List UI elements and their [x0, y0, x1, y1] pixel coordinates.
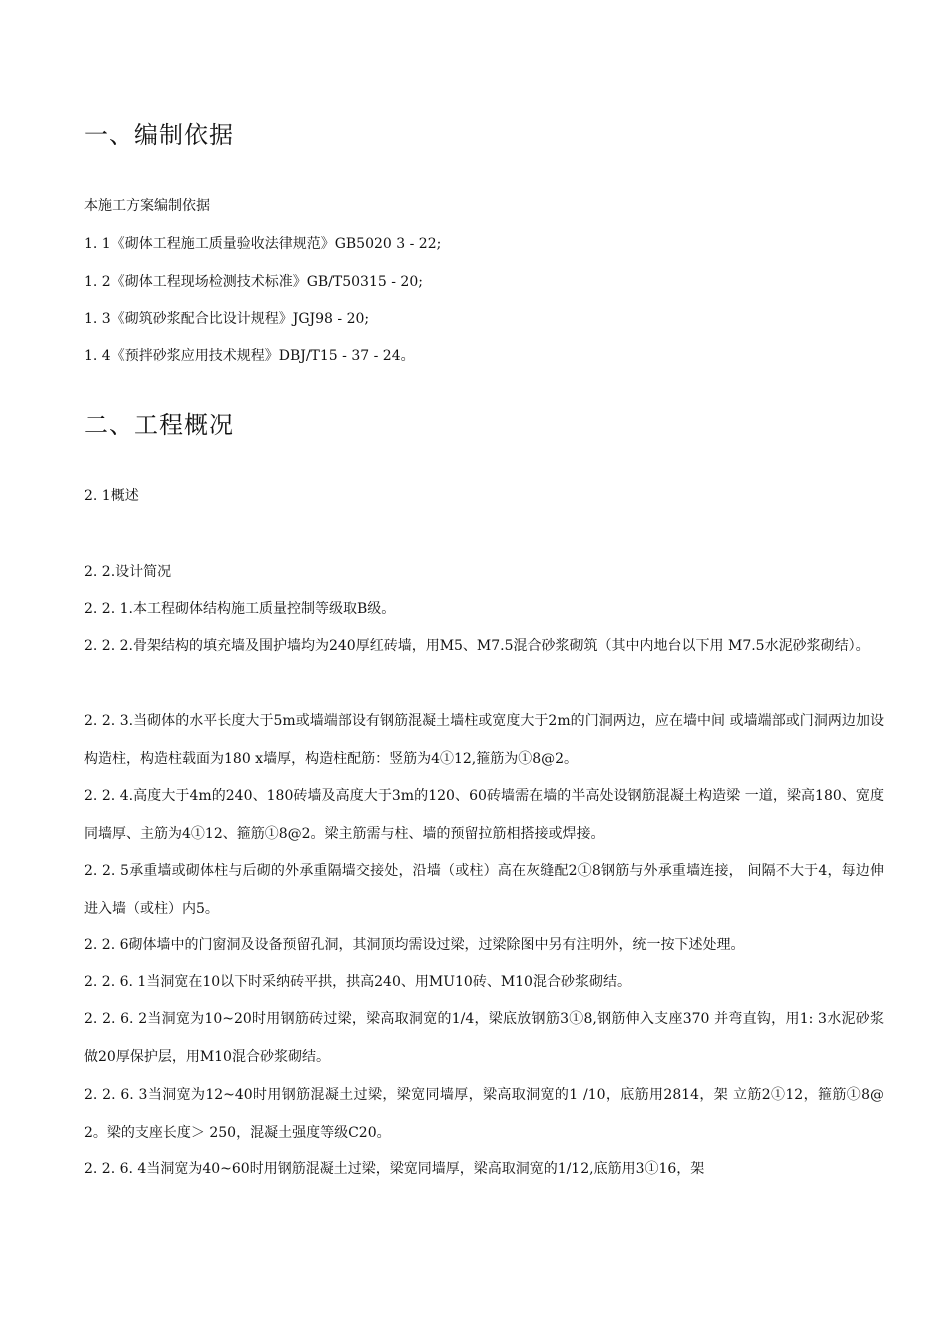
- overview-heading: 2. 1概述: [84, 488, 139, 504]
- section-1-intro: 本施工方案编制依据: [84, 198, 210, 214]
- paragraph-2-2-6: 2. 2. 6砌体墙中的门窗洞及设备预留孔洞，其洞顶均需设过梁，过梁除图中另有注明外，统一按下述处理。: [84, 937, 745, 953]
- reference-item-2: 1. 2《砌体工程现场检测技术标准》GB/T50315 - 20;: [84, 274, 423, 290]
- paragraph-2-2-3: 2. 2. 3.当砌体的水平长度大于5m或墙端部设有钢筋混凝土墙柱或宽度大于2m的门洞两边，应在墙中间 或墙端部或门洞两边加设构造柱，构造柱载面为180 x墙厚，构造柱配筋：竖筋为4①12,箍筋为①8@2。: [84, 713, 884, 767]
- section-2-title: 二、工程概况: [84, 411, 234, 439]
- paragraph-2-2-5: 2. 2. 5承重墙或砌体柱与后砌的外承重隔墙交接处，沿墙（或柱）高在灰缝配2①8钢筋与外承重墙连接， 间隔不大于4，每边伸进入墙（或柱）内5。: [84, 863, 884, 917]
- paragraph-2-2-1: 2. 2. 1.本工程砌体结构施工质量控制等级取B级。: [84, 601, 396, 617]
- design-summary-heading: 2. 2.设计简况: [84, 564, 172, 580]
- reference-item-1: 1. 1《砌体工程施工质量验收法律规范》GB5020 3 - 22;: [84, 236, 442, 252]
- reference-item-4: 1. 4《预拌砂浆应用技术规程》DBJ/T15 - 37 - 24。: [84, 348, 415, 364]
- paragraph-2-2-6-4: 2. 2. 6. 4当洞宽为40~60时用钢筋混凝土过梁，梁宽同墙厚，梁高取洞宽的1/12,底筋用3①16，架: [84, 1161, 705, 1177]
- paragraph-2-2-2: 2. 2. 2.骨架结构的填充墙及围护墙均为240厚红砖墙，用M5、M7.5混合砂浆砌筑（其中内地台以下用 M7.5水泥砂浆砌结）。: [84, 638, 870, 654]
- section-1-title: 一、编制依据: [84, 121, 234, 149]
- paragraph-2-2-6-2: 2. 2. 6. 2当洞宽为10~20时用钢筋砖过梁，梁高取洞宽的1/4，梁底放钢筋3①8,钢筋伸入支座370 并弯直钩，用1: 3水泥砂浆做20厚保护层，用M10混合砂浆砌结。: [84, 1011, 884, 1065]
- paragraph-2-2-4: 2. 2. 4.高度大于4m的240、180砖墙及高度大于3m的120、60砖墙需在墙的半高处设钢筋混凝土构造梁 一道，梁高180、宽度同墙厚、主筋为4①12、箍筋①8@2。梁主筋需与柱、墙的预留拉筋相搭接或焊接。: [84, 788, 884, 842]
- reference-item-3: 1. 3《砌筑砂浆配合比设计规程》JGJ98 - 20;: [84, 311, 370, 327]
- paragraph-2-2-6-3: 2. 2. 6. 3当洞宽为12~40时用钢筋混凝土过梁，梁宽同墙厚，梁高取洞宽的1 /10，底筋用2814，架 立筋2①12，箍筋①8@2。梁的支座长度＞ 250，混凝土强度等级C20。: [84, 1087, 884, 1141]
- paragraph-2-2-6-1: 2. 2. 6. 1当洞宽在10以下时采纳砖平拱，拱高240、用MU10砖、M10混合砂浆砌结。: [84, 974, 631, 990]
